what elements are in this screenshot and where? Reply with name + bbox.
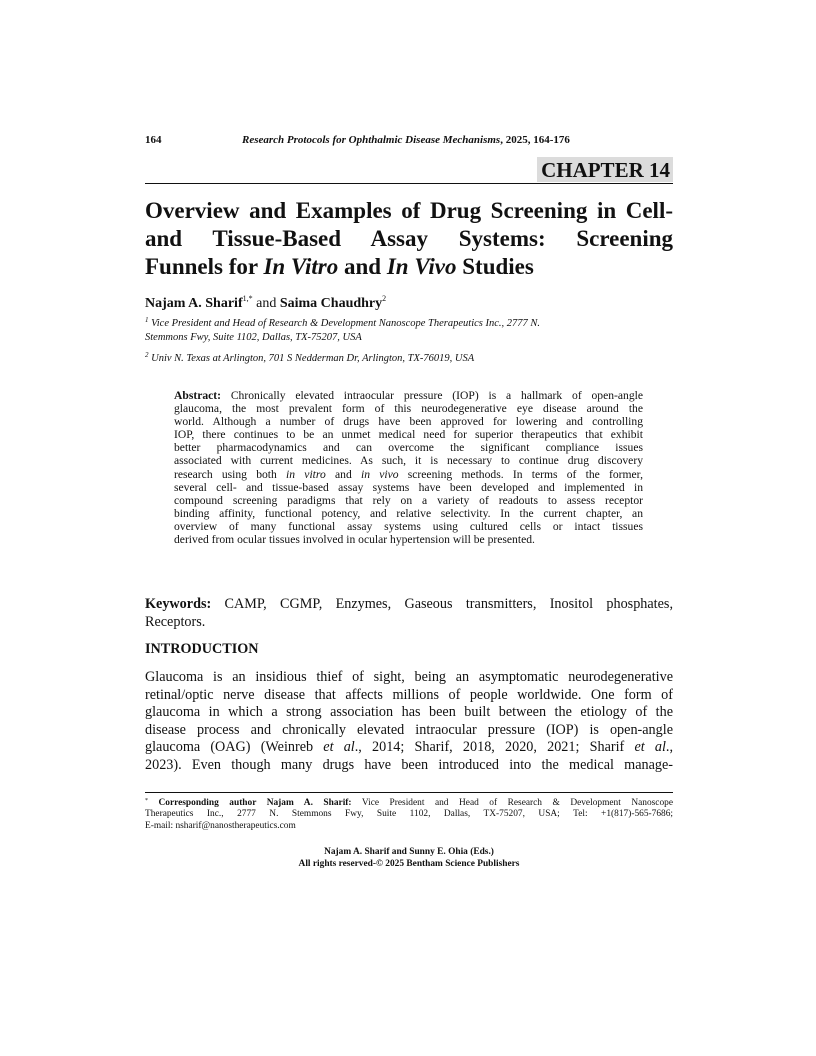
chapter-label: CHAPTER 14 (537, 157, 673, 182)
journal-volume-pages: , 2025, 164-176 (500, 134, 570, 146)
affiliation-1: $^1$ Vice President and Head of Research & Development Nanoscope Therapeutics Inc., 2777 N. Stemmons Fwy, Suite 1102, Dallas, TX-75207, USA (145, 316, 541, 343)
keywords: Keywords: CAMP, CGMP, Enzymes, Gaseous transmitters, Inositol phosphates, Receptors. (145, 596, 673, 630)
title-line-2: and Tissue-Based Assay Systems: Screening (145, 226, 673, 251)
copyright-line: All rights reserved-© 2025 Bentham Science Publishers (298, 858, 520, 869)
journal-title: Research Protocols for Ophthalmic Disease Mechanisms (242, 134, 501, 146)
author-name: Saima Chaudhry (279, 296, 383, 311)
abstract-label: Abstract: (174, 389, 222, 402)
introduction-paragraph: Glaucoma is an insidious thief of sight, being an asymptomatic neurodegenerative retinal/optic nerve disease that affects millions of people worldwide. One form of glaucoma in which a strong association has been built between the etiology of the disease process and chronically elevated intraocular pressure (IOP) is open-angle glaucoma (OAG) (Weinreb et al., 2014; Sharif, 2018, 2020, 2021; Sharif et al., 2023). Even though many drugs have been introduced into the medical manage- (145, 669, 673, 773)
footnote-rule (145, 792, 673, 793)
section-heading: INTRODUCTION (145, 641, 259, 657)
author-list: Najam A. Sharif$^{1,*}$ and Saima Chaudhry$^2$ (145, 294, 387, 311)
chapter-title (145, 197, 673, 281)
running-head (145, 134, 675, 150)
page-number: 164 (145, 134, 162, 146)
editors-line: Najam A. Sharif and Sunny E. Ohia (Eds.) (324, 847, 494, 857)
chapter-rule (145, 183, 673, 184)
title-line-3: Funnels for In Vitro and In Vivo Studies (145, 254, 534, 279)
author-affiliation-mark: 1,* (242, 294, 253, 303)
editors-copyright (145, 847, 673, 870)
author-name: Najam A. Sharif (145, 296, 243, 311)
author-affiliation-mark: 2 (382, 294, 387, 303)
journal-citation (242, 134, 570, 146)
title-line-1: Overview and Examples of Drug Screening in Cell- (145, 198, 673, 223)
keywords-label: Keywords: (145, 596, 212, 612)
corresponding-author-footnote: * Corresponding author Najam A. Sharif: Vice President and Head of Research & Development Nanoscope Therapeutics Inc., 2777 N. Stemmons Fwy, Suite 1102, Dallas, TX-75207, USA; Tel: +1(817)-565-7686; E-mail: nsharif@nanostherapeutics.com (145, 798, 673, 831)
affiliation-2: $^2$ Univ N. Texas at Arlington, 701 S Nedderman Dr, Arlington, TX-76019, USA (145, 351, 475, 364)
abstract: Abstract: Chronically elevated intraocular pressure (IOP) is a hallmark of open-angle glaucoma, the most prevalent form of this neurodegenerative eye disease around the world. Although a number of drugs have been approved for lowering and controlling IOP, there continues to be an unmet medical need for superior therapeutics that exhibit better pharmacodynamics and can overcome the significant compliance issues associated with current medicines. As such, it is necessary to continue drug discovery research using both in vitro and in vivo screening methods. In terms of the former, several cell- and tissue-based assay systems have been developed and implemented in compound screening paradigms that rely on a variety of readouts to assess receptor binding affinity, functional potency, and relative selectivity. In the current chapter, an overview of many functional assay systems using cultured cells or intact tissues derived from ocular tissues involved in ocular hypertension will be presented. (174, 389, 643, 547)
